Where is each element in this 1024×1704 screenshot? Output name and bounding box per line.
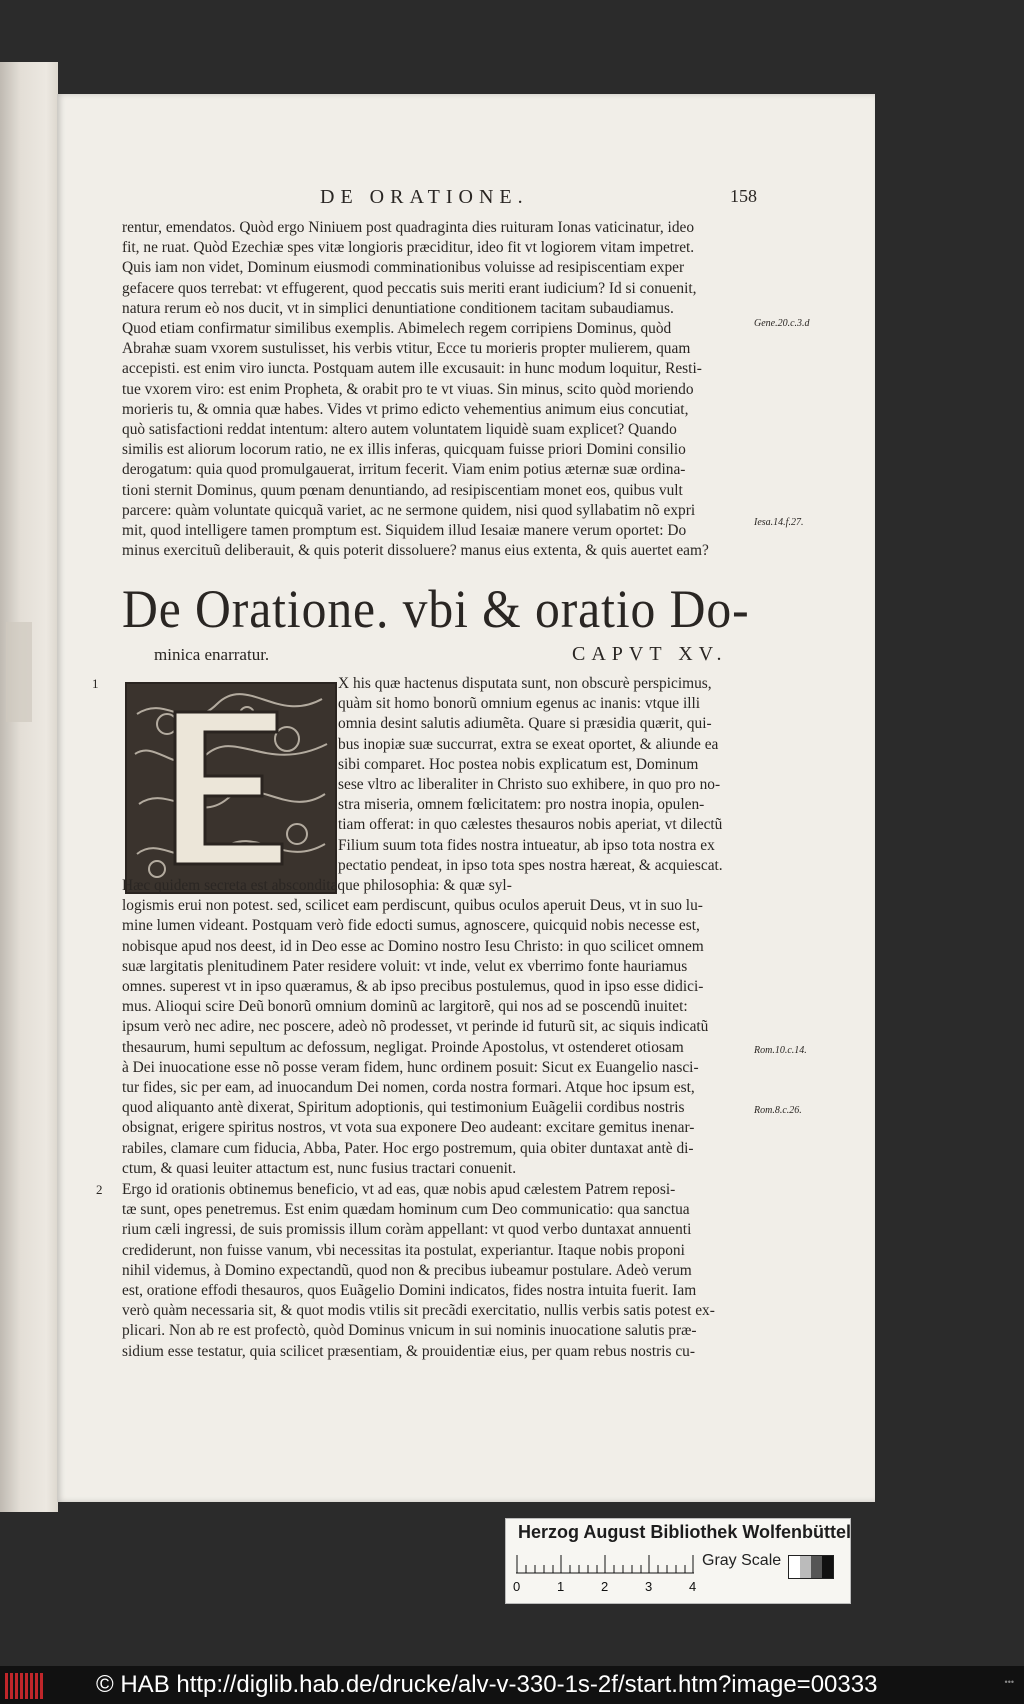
text-line: logismis erui non potest. sed, scilicet eam perdiscunt, quibus oculos aperuit Deus, vt in suo lu- <box>122 897 703 915</box>
more-icon[interactable]: ••• <box>1004 1677 1014 1687</box>
text-line: plicari. Non ab re est profectò, quòd Dominus vnicum in sui nominis inuocatione salutis præ- <box>122 1322 697 1340</box>
text-line: tur fides, sic per eam, ad inuocandum Dei nomen, corda nostra formari. Atque hoc ipsum est, <box>122 1079 695 1097</box>
text-line: mine lumen videant. Postquam verò fide edocti sumus, agnoscere, quicquid nobis necesse est, <box>122 917 700 935</box>
text-line: tæ sunt, opes penetremus. Est enim quædam hominum cum Deo communicatio: qua sanctua <box>122 1201 690 1219</box>
body-text-full <box>122 876 708 1179</box>
text-line: Quis iam non videt, Dominum eiusmodi comminationibus voluisse ad resipiscentiam exper <box>122 259 685 277</box>
body-text-section-2 <box>122 1180 715 1362</box>
margin-note-iesa: Iesa.14.f.27. <box>754 517 804 528</box>
text-line: Ergo id orationis obtinemus beneficio, vt ad eas, quæ nobis apud cælestem Patrem reposi- <box>122 1181 676 1198</box>
text-line: à Dei inuocatione esse nõ posse veram fidem, hunc ordinem posuit: Sicut ex Euangelio nasci- <box>122 1058 699 1076</box>
decorated-initial-e-icon <box>125 682 337 894</box>
text-line: derogatum: quia quod promulgauerat, irritum fecerit. Viam enim potius æternæ suæ ordina- <box>122 461 686 479</box>
footer-bar <box>0 1666 1024 1704</box>
text-line: quod aliquanto antè dixerat, Spiritum adoptionis, qui testimonium Euãgelii cordibus nostris <box>122 1099 685 1117</box>
footer-url[interactable]: © HAB http://diglib.hab.de/drucke/alv-v-330-1s-2f/start.htm?image=00333 <box>96 1671 878 1698</box>
text-line: Abrahæ suam vxorem sustulisset, his verbis vtitur, Ecce tu morieris propter mulierem, quam <box>122 340 691 358</box>
text-line: thesaurum, humi sepultum ac defossum, negligat. Proinde Apostolus, vt ostenderet otiosam <box>122 1038 684 1056</box>
text-line: Filium suum tota fides nostra intueatur, ab ipso tota nostra ex <box>338 836 715 854</box>
margin-note-rom8: Rom.8.c.26. <box>754 1105 802 1116</box>
chapter-number: CAPVT XV. <box>572 643 728 665</box>
text-line: accepisti. est enim viro iuncta. Postquam autem ille excusauit: in hunc modum loquitur, Resti- <box>122 360 702 378</box>
text-line: X his quæ hactenus disputata sunt, non obscurè perspicimus, <box>338 675 712 692</box>
text-line: verò quàm necessaria sit, & quot modis vtilis sit precãdi exercitatio, nullis verbis satis potest ex- <box>122 1302 715 1320</box>
chapter-title: De Oratione. vbi & oratio Do- <box>122 579 750 639</box>
gray-scale-swatch <box>788 1555 834 1579</box>
text-line: gefacere quos terrebat: vt effugerent, quod peccatis suis meriti erant iudicium? Id si conuenit, <box>122 279 697 297</box>
text-line: minus exercituũ deliberauit, & quis poterit dissoluere? manus eius extenta, & quis auertet eam? <box>122 542 709 560</box>
text-line: stra miseria, omnem fœlicitatem: pro nostra inopia, opulen- <box>338 796 705 814</box>
text-line: fit, ne ruat. Quòd Ezechiæ spes vitæ longioris præciditur, ideo fit vt logiorem vitam impetret. <box>122 239 695 257</box>
text-line: morieris tu, & omnia quæ habes. Vides vt primo edicto vehementius animum eius concutiat, <box>122 400 689 418</box>
text-line: omnes. superest vt in ipso quæramus, & ab ipso precibus postulemus, quod in ipso esse didici- <box>122 978 704 996</box>
body-text-top <box>122 218 709 561</box>
text-line: similis est aliorum locorum ratio, ne ex illis inferas, quicquam fuisse priori Domini consilio <box>122 441 686 459</box>
text-line: parcere: quàm voluntate quicquã variet, ac ne sermone quidem, nisi quod syllabatim nõ expri <box>122 501 696 519</box>
chapter-subtitle: minica enarratur. <box>154 645 270 664</box>
text-line: omnia desint salutis adiumẽta. Quare si præsidia quærit, qui- <box>338 715 712 733</box>
margin-note-gene: Gene.20.c.3.d <box>754 318 810 329</box>
text-line: quàm sit homo bonorũ omnium egenus ac inanis: vtque illi <box>338 695 701 713</box>
ruler-icon <box>516 1551 696 1575</box>
library-stamp <box>505 1518 851 1604</box>
gray-scale-label: Gray Scale <box>702 1552 782 1569</box>
text-line: sese vltro ac liberaliter in Christo suo exhibere, in quo pro no- <box>338 776 721 794</box>
page-number: 158 <box>730 186 757 206</box>
text-line: est, oratione effodi thesauros, quos Euãgelio Domini indicatos, fides nostra intuita fuerit. Iam <box>122 1282 697 1300</box>
ruler-number: 3 <box>645 1579 653 1594</box>
text-line: rium cæli ingressi, de suis promissis illum coràm appellant: vt quod verbo duntaxat annuenti <box>122 1221 692 1239</box>
text-line: sibi comparet. Hoc postea nobis explicatum est, Dominum <box>338 755 699 773</box>
text-line: rabiles, clamare cum fiducia, Abba, Pater. Hoc ergo postremum, quia obiter duntaxat antè di- <box>122 1139 694 1157</box>
text-line: nihil videmus, à Domino expectandũ, quod non & precibus iubeamur postulare. Adeò verum <box>122 1261 692 1279</box>
text-line: ctum, & quasi leuiter attactum est, nunc fusius tractari conuenit. <box>122 1159 517 1177</box>
text-line: Hæc quidem secreta est absconditaque philosophia: & quæ syl- <box>122 877 512 894</box>
section-number-1: 1 <box>92 676 99 691</box>
running-head: DE ORATIONE. <box>320 186 529 208</box>
text-line: natura rerum eò nos ducit, vt in simplici denuntiatione conditionem tacitam subaudiamus. <box>122 299 674 317</box>
text-line: Quod etiam confirmatur similibus exemplis. Abimelech regem corripiens Dominus, quòd <box>122 320 672 338</box>
left-page-edge <box>6 622 32 722</box>
text-line: tiam offerat: in quo cælestes thesauros nobis aperiat, vt dilectũ <box>338 816 723 834</box>
text-line: suæ largitatis plenitudinem Pater residere voluit: vt inde, velut ex vberrimo fonte hauriamus <box>122 957 688 975</box>
text-line: rentur, emendatos. Quòd ergo Niniuem post quadraginta dies ruituram Ionas vaticinatur, ideo <box>122 219 695 236</box>
ruler-number: 4 <box>689 1579 697 1594</box>
hab-logo-icon <box>5 1673 45 1699</box>
ruler-number: 2 <box>601 1579 609 1594</box>
text-line: mus. Alioqui scire Deũ bonorũ omnium dominũ ac largitorẽ, qui nos ad se poscendũ inuitet: <box>122 998 688 1016</box>
text-line: quò satisfactioni reddat intentum: altero autem voluntatem liquidè suam explicet? Quando <box>122 421 677 439</box>
text-line: sidium esse testatur, quia scilicet præsentiam, & prouidentiæ eius, per quam rebus nostris cu- <box>122 1342 696 1360</box>
text-line: pectatio pendeat, in ipso tota spes nostra hæreat, & acquiescat. <box>338 856 723 874</box>
text-line: obsignat, erigere spiritus nostros, vt vota sua exponere Deo audeant: excitare gemitus inenar- <box>122 1119 695 1137</box>
text-line: crediderunt, non fuisse vanum, vbi necessitas ita postulat, experiantur. Itaque nobis proponi <box>122 1241 685 1259</box>
text-line: nobisque apud nos deest, id in Deo esse ac Domino nostro Iesu Christo: in quo scilicet omnem <box>122 937 704 955</box>
ruler-number: 1 <box>557 1579 565 1594</box>
ruler-number: 0 <box>513 1579 521 1594</box>
section-number-2: 2 <box>96 1182 103 1197</box>
text-line: ipsum verò nec adire, nec poscere, adeò nõ prodesset, vt perinde id futurũ sit, ac siquis indicatũ <box>122 1018 709 1036</box>
library-name: Herzog August Bibliothek Wolfenbüttel <box>518 1522 851 1542</box>
body-text-beside-initial <box>338 674 723 876</box>
text-line: tioni sternit Dominus, quum pœnam denuntiando, ad resipiscentiam monet eos, quibus vult <box>122 481 683 499</box>
margin-note-rom10: Rom.10.c.14. <box>754 1045 807 1056</box>
text-line: mit, quod intelligere tamen promptum est. Siquidem illud Iesaiæ manere verum oportet: Do <box>122 522 687 540</box>
text-line: tue vxorem viro: est enim Propheta, & orabit pro te vt viuas. Sin minus, scito quòd moriendo <box>122 380 694 398</box>
text-line: bus inopiæ suæ succurrat, extra se exeat oportet, & aliunde ea <box>338 735 719 753</box>
left-facing-page <box>0 62 58 1512</box>
